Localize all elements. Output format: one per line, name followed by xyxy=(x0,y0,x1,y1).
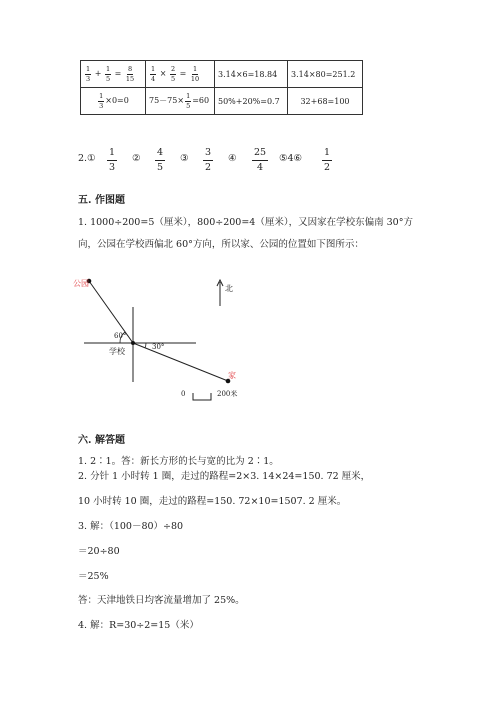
table-cell: 3.14×6=18.84 xyxy=(215,61,288,88)
table-cell: $\frac{1}{3}$ ×0=0 xyxy=(81,88,146,115)
calc-table xyxy=(80,60,363,115)
table-cell: $\frac{1}{4}$ × $\frac{2}{5}$ = $\frac{1}{10}$ xyxy=(146,61,215,88)
fraction: $\frac{1}{4}$ xyxy=(151,65,156,83)
q2-fraction: $\frac{4}{5}$ xyxy=(157,147,164,173)
school-home-line xyxy=(133,343,228,381)
fraction: $\frac{1}{5}$ xyxy=(105,65,111,83)
paragraph-line: 10 小时转 10 圈，走过的路程=150. 72×10=1507. 2 厘米。 xyxy=(78,496,347,507)
section-title: 五. 作图题 xyxy=(78,195,125,206)
angle-30-label: 30° xyxy=(152,343,165,351)
paragraph-line: 答：天津地铁日均客流量增加了 25%。 xyxy=(78,595,245,606)
paragraph-line: 3. 解：（100－80）÷80 xyxy=(78,521,184,532)
table-cell: 50%+20%=0.7 xyxy=(215,88,288,115)
school-point xyxy=(131,341,135,345)
section-title: 六. 解答题 xyxy=(78,435,125,446)
paragraph-line: 1. 2∶1。答：新长方形的长与宽的比为 2∶1。 xyxy=(78,456,279,467)
fraction: $\frac{1}{3}$ xyxy=(99,92,104,110)
q2-fraction: $\frac{25}{4}$ xyxy=(254,147,267,173)
table-row xyxy=(81,61,363,88)
home-label: 家 xyxy=(228,371,236,380)
angle-30-arc xyxy=(145,343,146,348)
table-row xyxy=(81,88,363,115)
q2-mark: ② xyxy=(132,153,141,164)
fraction: $\frac{2}{5}$ xyxy=(170,65,176,83)
paragraph-line: 2. 分针 1 小时转 1 圈，走过的路程=2×3. 14×24=150. 72 厘米， xyxy=(78,471,371,482)
fraction: $\frac{8}{15}$ xyxy=(125,65,135,83)
q2-fraction: $\frac{1}{2}$ xyxy=(324,147,331,173)
paragraph-line: 4. 解：R=30÷2=15（米） xyxy=(78,620,199,631)
table-cell: 75－75× $\frac{1}{5}$ =60 xyxy=(146,88,215,115)
fraction: $\frac{1}{5}$ xyxy=(186,92,191,110)
paragraph-line: ＝25% xyxy=(78,571,109,582)
paragraph-line: 向，公园在学校西偏北 60°方向，所以家、公园的位置如下图所示： xyxy=(78,239,364,250)
direction-diagram xyxy=(70,270,270,410)
scale-length-label: 200米 xyxy=(217,390,238,398)
q2-fraction: $\frac{1}{3}$ xyxy=(109,147,116,173)
paragraph-line: ＝20÷80 xyxy=(78,546,120,557)
north-label: 北 xyxy=(225,284,233,293)
q2-mark: ⑤4⑥ xyxy=(279,153,303,164)
fraction: $\frac{1}{3}$ xyxy=(86,65,91,83)
school-label: 学校 xyxy=(109,347,125,356)
q2-fraction: $\frac{3}{2}$ xyxy=(205,147,212,173)
scale-bar xyxy=(193,393,211,400)
q2-mark: ④ xyxy=(228,153,237,164)
table-cell: $\frac{1}{3}$ + $\frac{1}{5}$ = $\frac{8}{15}$ xyxy=(81,61,146,88)
angle-60-label: 60° xyxy=(114,332,127,340)
fraction: $\frac{1}{10}$ xyxy=(190,65,200,83)
park-label: 公园 xyxy=(73,279,89,288)
paragraph-line: 1. 1000÷200=5（厘米），800÷200=4（厘米），又因家在学校东偏南 30°方 xyxy=(78,217,413,228)
table-cell: 32+68=100 xyxy=(288,88,363,115)
q2-mark: ③ xyxy=(180,153,189,164)
q2-label: 2. xyxy=(78,153,88,164)
table-cell: 3.14×80=251.2 xyxy=(288,61,363,88)
q2-mark: ① xyxy=(87,153,96,164)
scale-zero-label: 0 xyxy=(181,390,186,398)
